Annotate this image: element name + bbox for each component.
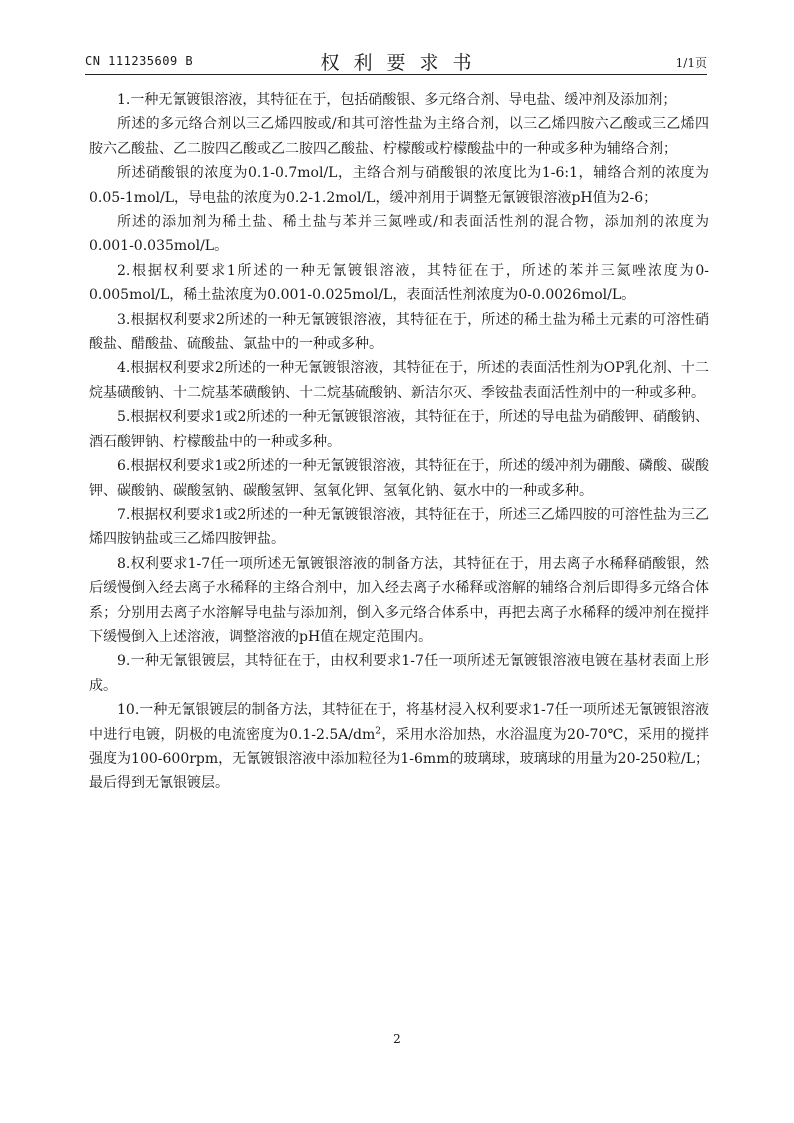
publication-number: CN 111235609 B <box>85 54 194 68</box>
claim-1-intro: 1.一种无氰镀银溶液，其特征在于，包括硝酸银、多元络合剂、导电盐、缓冲剂及添加剂； <box>117 92 677 108</box>
claim-8: 8.权利要求1-7任一项所述无氰镀银溶液的制备方法，其特征在于，用去离子水稀释硝酸银，然后缓慢倒入经去离子水稀释的主络合剂中，加入经去离子水稀释或溶解的辅络合剂后即得多元络合体系；分别用去离子水溶解导电盐与添加剂，倒入多元络合体系中，再把去离子水稀释的缓冲剂在搅拌下缓慢倒入上述溶液，调整溶液的pH值在规定范围内。 <box>89 555 709 645</box>
claim-5: 5.根据权利要求1或2所述的一种无氰镀银溶液，其特征在于，所述的导电盐为硝酸钾、硝酸钠、酒石酸钾钠、柠檬酸盐中的一种或多种。 <box>89 409 709 450</box>
claim-1-concentrations: 所述硝酸银的浓度为0.1-0.7mol/L，主络合剂与硝酸银的浓度比为1-6:1，辅络合剂的浓度为0.05-1mol/L，导电盐的浓度为0.2-1.2mol/L，缓冲剂用于调整无氰镀银溶液pH值为2-6； <box>89 165 709 206</box>
claim-10 <box>89 698 709 796</box>
claim-10-part-1: 10.一种无氰银镀层的制备方法，其特征在于，将基材浸入权利要求1-7任一项所述无氰镀银溶液中进行电镀，阴极的电流密度为0.1-2.5A/dm <box>89 702 709 743</box>
document-title: 权利要求书 <box>320 52 486 74</box>
page-header <box>85 48 707 72</box>
claim-3: 3.根据权利要求2所述的一种无氰镀银溶液，其特征在于，所述的稀土盐为稀土元素的可溶性硝酸盐、醋酸盐、硫酸盐、氯盐中的一种或多种。 <box>89 311 709 353</box>
claim-9: 9.一种无氰银镀层，其特征在于，由权利要求1-7任一项所述无氰镀银溶液电镀在基材表面上形成。 <box>89 653 709 694</box>
claim-10-part-2: ，采用水浴加热，水浴温度为20-70℃，采用的搅拌强度为100-600rpm，无氰镀银溶液中添加粒径为1-6mm的玻璃球，玻璃球的用量为20-250粒/L；最后得到无氰银镀层。 <box>89 726 709 792</box>
claim-6: 6.根据权利要求1或2所述的一种无氰镀银溶液，其特征在于，所述的缓冲剂为硼酸、磷酸、碳酸钾、碳酸钠、碳酸氢钠、碳酸氢钾、氢氧化钾、氢氧化钠、氨水中的一种或多种。 <box>89 458 709 499</box>
claim-1-additives: 所述的添加剂为稀土盐、稀土盐与苯并三氮唑或/和表面活性剂的混合物，添加剂的浓度为0.001-0.035mol/L。 <box>89 214 709 255</box>
claim-1-complexing-agents: 所述的多元络合剂以三乙烯四胺或/和其可溶性盐为主络合剂，以三乙烯四胺六乙酸或三乙烯四胺六乙酸盐、乙二胺四乙酸或乙二胺四乙酸盐、柠檬酸或柠檬酸盐中的一种或多种为辅络合剂； <box>89 116 709 157</box>
page-count: 1/1页 <box>675 56 707 70</box>
claim-10-superscript: 2 <box>375 725 382 736</box>
claims-body <box>89 88 709 796</box>
claim-4: 4.根据权利要求2所述的一种无氰镀银溶液，其特征在于，所述的表面活性剂为OP乳化剂、十二烷基磺酸钠、十二烷基苯磺酸钠、十二烷基硫酸钠、新洁尔灭、季铵盐表面活性剂中的一种或多种。 <box>89 360 709 401</box>
header-rule <box>85 74 707 75</box>
claim-7: 7.根据权利要求1或2所述的一种无氰镀银溶液，其特征在于，所述三乙烯四胺的可溶性盐为三乙烯四胺钠盐或三乙烯四胺钾盐。 <box>89 506 709 548</box>
page-number: 2 <box>393 1032 401 1046</box>
claim-2: 2.根据权利要求1所述的一种无氰镀银溶液，其特征在于，所述的苯并三氮唑浓度为0-0.005mol/L，稀土盐浓度为0.001-0.025mol/L，表面活性剂浓度为0-0.0026mol/L。 <box>89 262 709 304</box>
